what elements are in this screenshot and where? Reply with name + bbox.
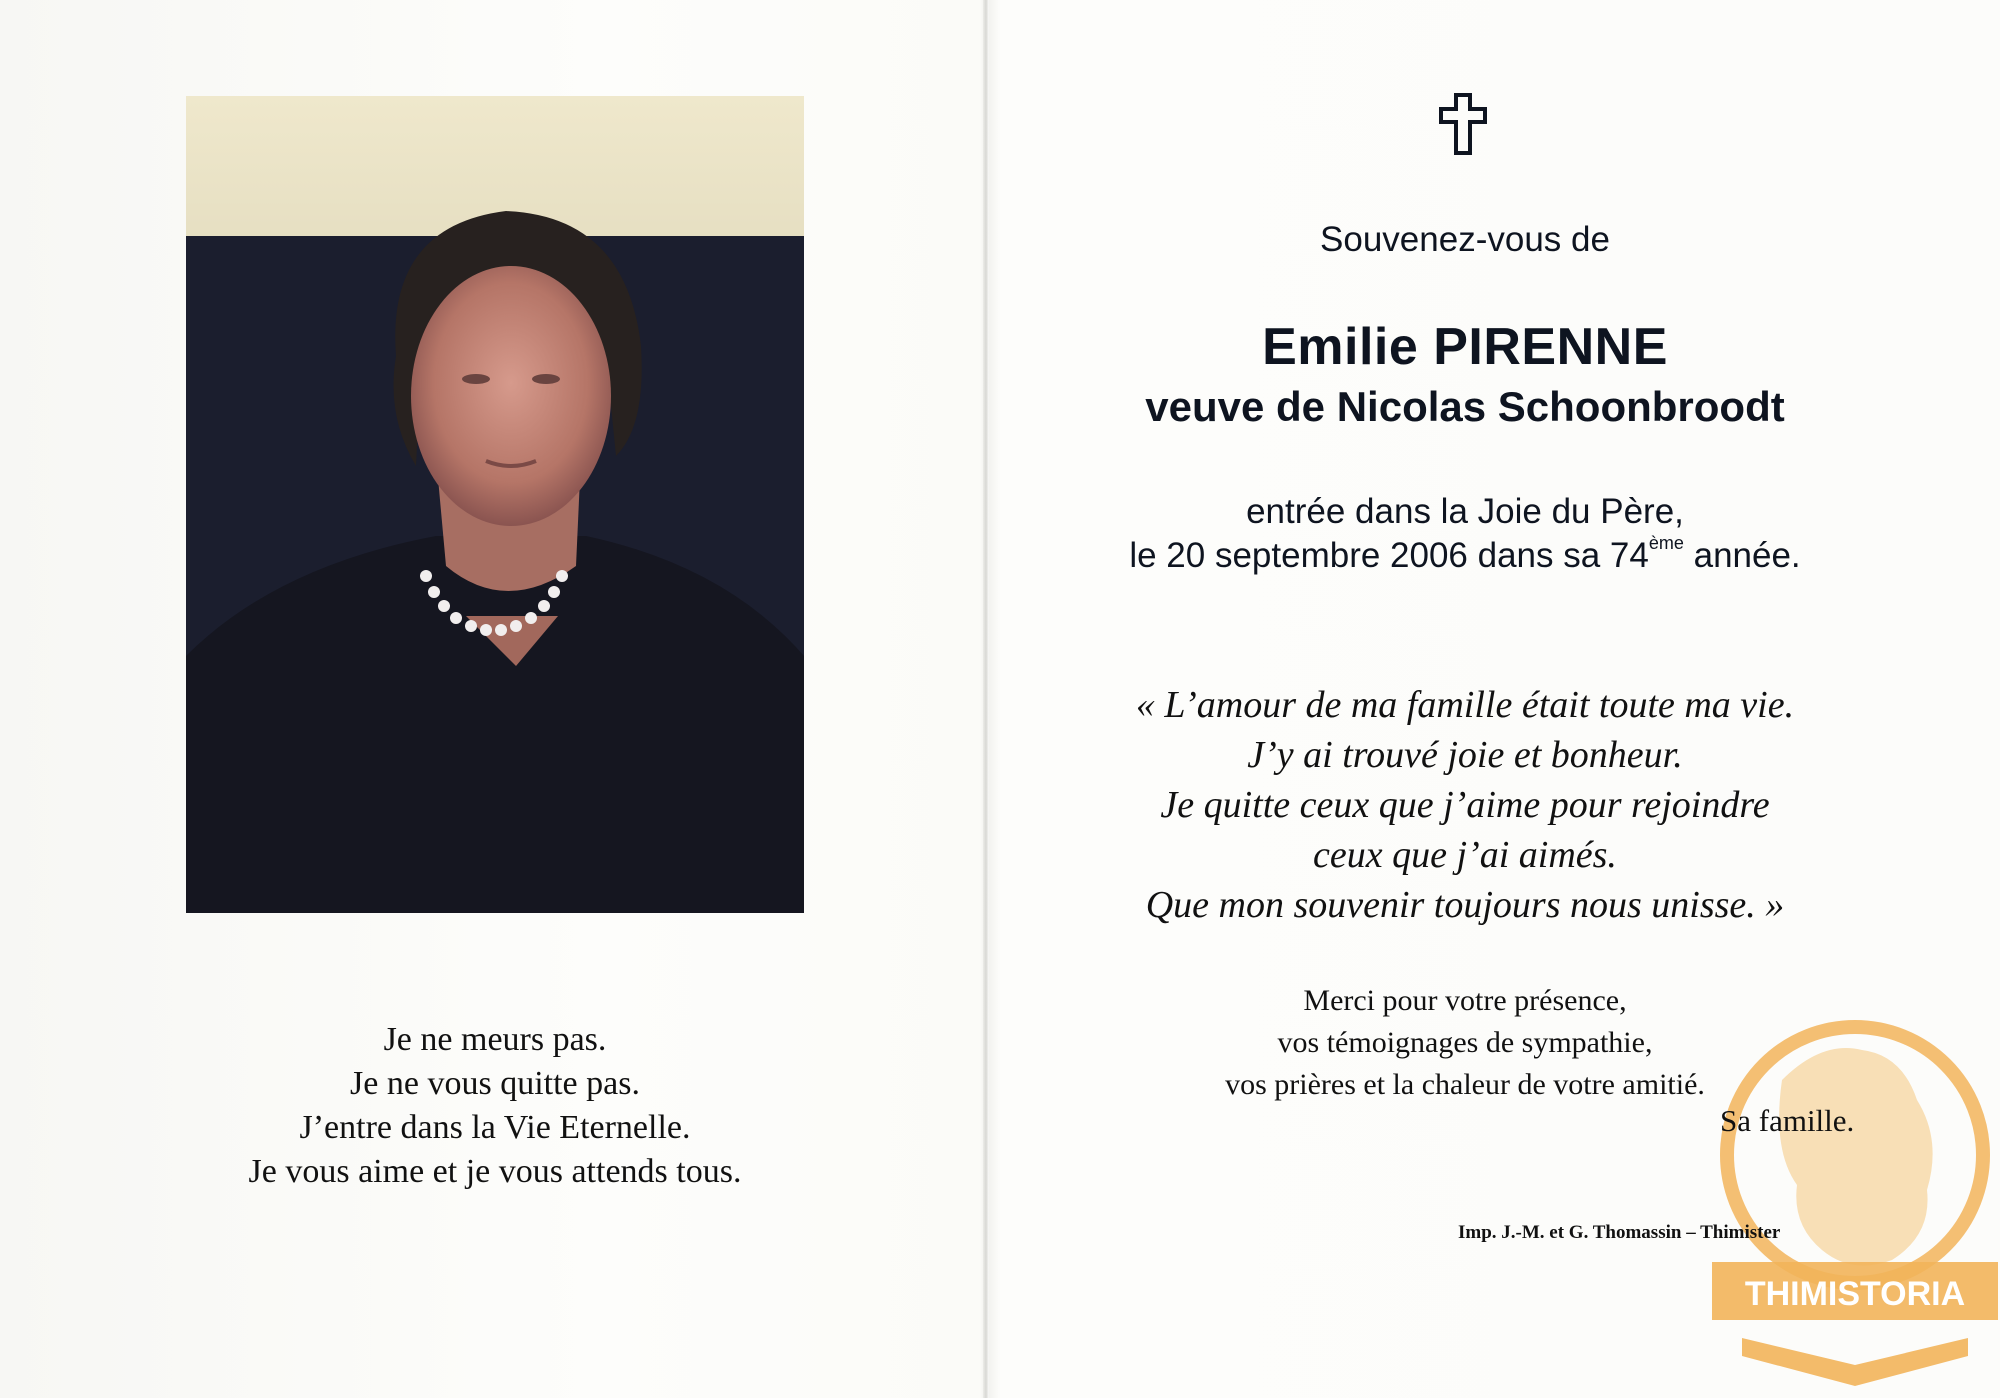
quote-line: J’y ai trouvé joie et bonheur. <box>1247 734 1683 776</box>
quote-line: Je quitte ceux que j’aime pour rejoindre <box>1160 784 1770 826</box>
thanks-line: vos témoignages de sympathie, <box>1277 1026 1653 1059</box>
quote-line: ceux que j’ai aimés. <box>1313 834 1617 876</box>
portrait-photo <box>186 96 804 913</box>
date-text: le 20 septembre 2006 dans sa 74 <box>1129 536 1649 575</box>
card-fold <box>983 0 989 1398</box>
deceased-name: Emilie PIRENNE <box>1262 318 1668 376</box>
poem <box>186 1018 804 1194</box>
printer-credit: Imp. J.-M. et G. Thomassin – Thimister <box>1458 1222 1781 1243</box>
ordinal-suffix: ème <box>1648 533 1684 553</box>
quote-line: Que mon souvenir toujours nous unisse. » <box>1145 884 1785 926</box>
poem-line: Je ne vous quitte pas. <box>350 1065 640 1102</box>
quote <box>1040 680 1890 930</box>
logo-wordmark: THIMISTORIA <box>1744 1275 1966 1313</box>
poem-line: Je ne meurs pas. <box>383 1021 607 1058</box>
thanks-line: vos prières et la chaleur de votre amitié. <box>1225 1068 1705 1101</box>
thimistoria-logo <box>1712 1020 1998 1392</box>
quote-line: « L’amour de ma famille était toute ma vie. <box>1135 684 1795 726</box>
remember-heading: Souvenez-vous de <box>1320 220 1610 259</box>
entered-line: entrée dans la Joie du Père, <box>1246 492 1684 531</box>
poem-line: Je vous aime et je vous attends tous. <box>248 1153 742 1190</box>
cross-icon <box>1438 93 1488 155</box>
death-notice <box>1040 490 1890 578</box>
signature: Sa famille. <box>1720 1103 1855 1138</box>
thanks-line: Merci pour votre présence, <box>1303 984 1627 1017</box>
year-word: année. <box>1683 536 1801 575</box>
date-line <box>1040 534 1890 578</box>
widow-of: veuve de Nicolas Schoonbroodt <box>1145 383 1785 430</box>
poem-line: J’entre dans la Vie Eternelle. <box>299 1109 691 1146</box>
